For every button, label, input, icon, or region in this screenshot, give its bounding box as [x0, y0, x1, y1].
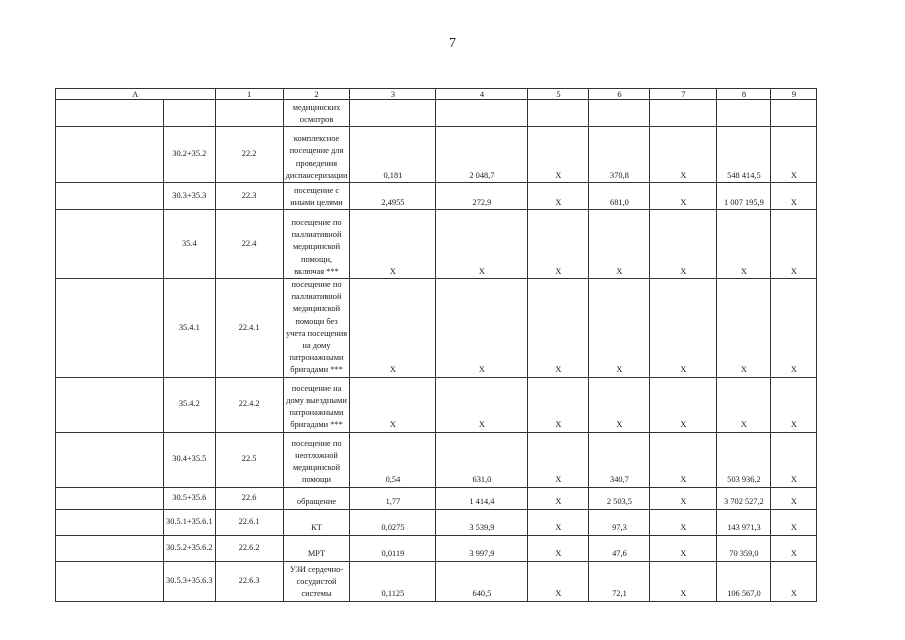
- table-row: [56, 183, 817, 210]
- row-name: посещение с иными целями: [283, 183, 350, 210]
- value-cell: Х: [528, 535, 589, 561]
- value-cell: Х: [650, 509, 717, 535]
- row-code-a: 30.4+35.5: [164, 432, 216, 487]
- row-code-a: 35.4: [164, 210, 216, 279]
- value-cell: 548 414,5: [717, 127, 771, 183]
- value-cell: Х: [350, 210, 436, 279]
- value-cell: Х: [771, 279, 817, 378]
- blank-cell: [56, 100, 164, 127]
- value-cell: [650, 100, 717, 127]
- value-cell: 681,0: [589, 183, 650, 210]
- header-cell: 9: [771, 89, 817, 100]
- row-code-1: 22.4.1: [215, 279, 283, 378]
- value-cell: 1 414,4: [436, 487, 528, 509]
- row-name: посещение на дому выездными патронажными бригадами ***: [283, 377, 350, 432]
- value-cell: [771, 100, 817, 127]
- value-cell: Х: [771, 432, 817, 487]
- value-cell: Х: [771, 561, 817, 601]
- value-cell: Х: [717, 279, 771, 378]
- row-code-1: 22.2: [215, 127, 283, 183]
- row-code-a: 30.3+35.3: [164, 183, 216, 210]
- value-cell: Х: [650, 210, 717, 279]
- header-row: [56, 89, 817, 100]
- value-cell: Х: [771, 377, 817, 432]
- value-cell: Х: [771, 509, 817, 535]
- row-name: медицинских осмотров: [283, 100, 350, 127]
- value-cell: 370,8: [589, 127, 650, 183]
- header-cell: 6: [589, 89, 650, 100]
- value-cell: Х: [771, 183, 817, 210]
- value-cell: Х: [771, 210, 817, 279]
- value-cell: Х: [528, 127, 589, 183]
- value-cell: 70 359,0: [717, 535, 771, 561]
- row-code-a: 35.4.1: [164, 279, 216, 378]
- value-cell: Х: [650, 487, 717, 509]
- table-row: [56, 509, 817, 535]
- value-cell: 0,0275: [350, 509, 436, 535]
- value-cell: Х: [528, 432, 589, 487]
- header-cell: 7: [650, 89, 717, 100]
- value-cell: 106 567,0: [717, 561, 771, 601]
- row-code-1: [215, 100, 283, 127]
- value-cell: 2 048,7: [436, 127, 528, 183]
- blank-cell: [56, 210, 164, 279]
- value-cell: 2 503,5: [589, 487, 650, 509]
- data-table: [55, 88, 817, 602]
- header-cell: 3: [350, 89, 436, 100]
- blank-cell: [56, 535, 164, 561]
- row-name: комплексное посещение для проведения диспансеризации: [283, 127, 350, 183]
- blank-cell: [56, 279, 164, 378]
- table-row: [56, 487, 817, 509]
- blank-cell: [56, 509, 164, 535]
- row-name: МРТ: [283, 535, 350, 561]
- value-cell: Х: [650, 127, 717, 183]
- table-row: [56, 561, 817, 601]
- value-cell: Х: [771, 535, 817, 561]
- table-body: [56, 100, 817, 602]
- value-cell: Х: [528, 210, 589, 279]
- value-cell: 503 936,2: [717, 432, 771, 487]
- row-code-a: 30.5.2+35.6.2: [164, 535, 216, 561]
- blank-cell: [56, 127, 164, 183]
- row-code-a: 30.5+35.6: [164, 487, 216, 509]
- value-cell: 1 007 195,9: [717, 183, 771, 210]
- header-cell: 1: [215, 89, 283, 100]
- row-code-1: 22.6: [215, 487, 283, 509]
- value-cell: Х: [528, 279, 589, 378]
- blank-cell: [56, 377, 164, 432]
- value-cell: Х: [528, 377, 589, 432]
- value-cell: Х: [717, 210, 771, 279]
- row-name: обращение: [283, 487, 350, 509]
- value-cell: 2,4955: [350, 183, 436, 210]
- value-cell: Х: [350, 377, 436, 432]
- value-cell: Х: [650, 279, 717, 378]
- row-code-1: 22.6.3: [215, 561, 283, 601]
- row-name: посещение по неотложной медицинской помощи: [283, 432, 350, 487]
- blank-cell: [56, 183, 164, 210]
- value-cell: [589, 100, 650, 127]
- value-cell: Х: [350, 279, 436, 378]
- header-cell: 2: [283, 89, 350, 100]
- row-name: УЗИ сердечно-сосудистой системы: [283, 561, 350, 601]
- table-row: [56, 377, 817, 432]
- value-cell: Х: [528, 487, 589, 509]
- row-code-a: 30.2+35.2: [164, 127, 216, 183]
- value-cell: Х: [528, 509, 589, 535]
- header-cell: 5: [528, 89, 589, 100]
- value-cell: Х: [589, 279, 650, 378]
- value-cell: Х: [650, 561, 717, 601]
- value-cell: 47,6: [589, 535, 650, 561]
- value-cell: 340,7: [589, 432, 650, 487]
- value-cell: 3 539,9: [436, 509, 528, 535]
- value-cell: Х: [436, 210, 528, 279]
- row-code-a: [164, 100, 216, 127]
- value-cell: Х: [650, 432, 717, 487]
- row-code-1: 22.4.2: [215, 377, 283, 432]
- row-code-a: 30.5.3+35.6.3: [164, 561, 216, 601]
- value-cell: 97,3: [589, 509, 650, 535]
- row-code-1: 22.3: [215, 183, 283, 210]
- row-name: посещение по паллиативной медицинской помощи, включая ***: [283, 210, 350, 279]
- table-row: [56, 100, 817, 127]
- value-cell: Х: [650, 535, 717, 561]
- value-cell: 631,0: [436, 432, 528, 487]
- table-row: [56, 127, 817, 183]
- row-name: посещение по паллиативной медицинской помощи без учета посещения на дому патронажными бригадами ***: [283, 279, 350, 378]
- value-cell: Х: [771, 487, 817, 509]
- value-cell: Х: [589, 377, 650, 432]
- blank-cell: [56, 487, 164, 509]
- value-cell: 3 997,9: [436, 535, 528, 561]
- value-cell: 272,9: [436, 183, 528, 210]
- blank-cell: [56, 432, 164, 487]
- value-cell: 640,5: [436, 561, 528, 601]
- row-code-1: 22.6.2: [215, 535, 283, 561]
- row-name: КТ: [283, 509, 350, 535]
- blank-cell: [56, 561, 164, 601]
- row-code-1: 22.5: [215, 432, 283, 487]
- value-cell: 0,0119: [350, 535, 436, 561]
- value-cell: Х: [528, 183, 589, 210]
- value-cell: 3 702 527,2: [717, 487, 771, 509]
- value-cell: Х: [436, 377, 528, 432]
- header-cell-a: A: [56, 89, 216, 100]
- value-cell: [528, 100, 589, 127]
- value-cell: 143 971,3: [717, 509, 771, 535]
- header-cell: 8: [717, 89, 771, 100]
- value-cell: Х: [589, 210, 650, 279]
- value-cell: 0,1125: [350, 561, 436, 601]
- row-code-1: 22.6.1: [215, 509, 283, 535]
- row-code-a: 35.4.2: [164, 377, 216, 432]
- value-cell: 72,1: [589, 561, 650, 601]
- header-cell: 4: [436, 89, 528, 100]
- page-number: 7: [449, 36, 456, 51]
- table-row: [56, 535, 817, 561]
- table-row: [56, 210, 817, 279]
- value-cell: Х: [771, 127, 817, 183]
- value-cell: Х: [650, 183, 717, 210]
- value-cell: [717, 100, 771, 127]
- value-cell: Х: [650, 377, 717, 432]
- value-cell: Х: [717, 377, 771, 432]
- value-cell: [350, 100, 436, 127]
- row-code-1: 22.4: [215, 210, 283, 279]
- value-cell: 0,54: [350, 432, 436, 487]
- value-cell: Х: [528, 561, 589, 601]
- value-cell: Х: [436, 279, 528, 378]
- value-cell: [436, 100, 528, 127]
- value-cell: 0,181: [350, 127, 436, 183]
- value-cell: 1,77: [350, 487, 436, 509]
- table-row: [56, 279, 817, 378]
- table-row: [56, 432, 817, 487]
- row-code-a: 30.5.1+35.6.1: [164, 509, 216, 535]
